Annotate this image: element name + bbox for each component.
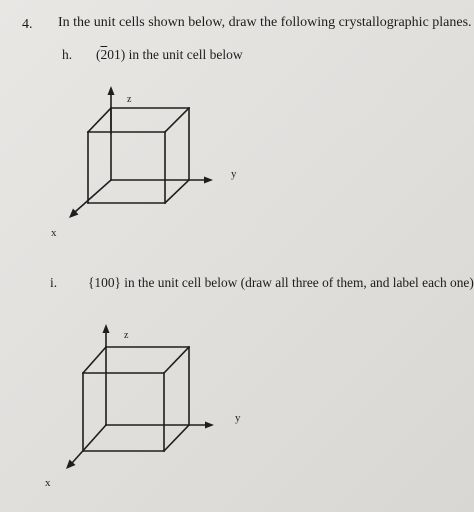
y-axis-arrowhead	[205, 422, 214, 429]
edge	[83, 347, 106, 373]
y-axis-label: y	[235, 412, 241, 424]
question-number: 4.	[22, 17, 33, 32]
z-axis-label: z	[124, 330, 129, 341]
y-axis-label: y	[231, 168, 237, 180]
edge	[164, 425, 189, 451]
x-axis-label: x	[45, 477, 51, 489]
part-i-instruction: {100} in the unit cell below (draw all three of them, and label each one)	[88, 275, 474, 290]
plane-index-rest: 01) in the unit cell below	[107, 47, 243, 62]
part-h-label: h.	[62, 47, 73, 62]
edge	[164, 347, 189, 373]
plane-open-paren: (	[96, 47, 101, 62]
x-axis-label: x	[51, 227, 57, 239]
part-i-label: i.	[50, 275, 58, 290]
question-prompt: In the unit cells shown below, draw the following crystallographic planes.	[58, 15, 472, 30]
z-axis-arrowhead	[103, 324, 110, 333]
z-axis-label: z	[127, 94, 132, 105]
plane-index-negative: 2	[100, 47, 108, 62]
x-axis	[72, 425, 106, 463]
